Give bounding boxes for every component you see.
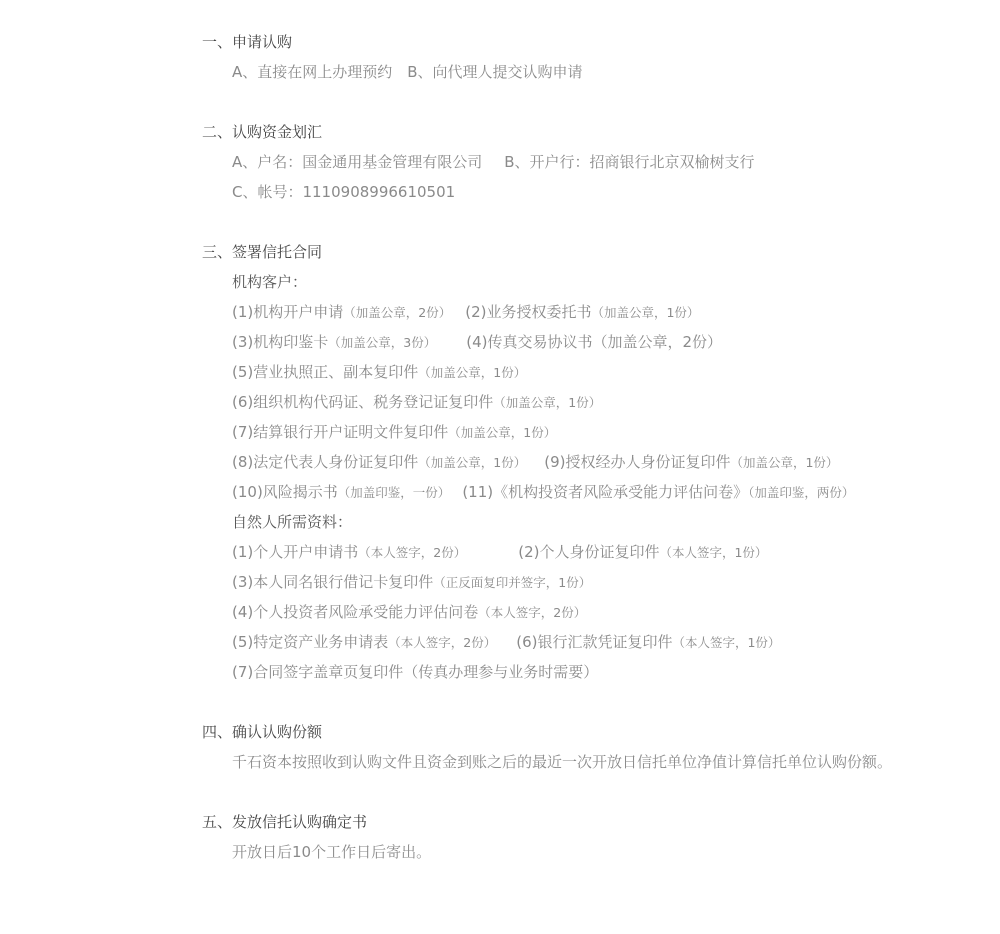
- section-apply: [202, 27, 992, 87]
- section-title: 三、签署信托合同: [202, 243, 323, 261]
- section-title: 二、认购资金划汇: [202, 123, 323, 141]
- doc-name: (10)风险揭示书: [232, 483, 338, 501]
- account-name: A、户名：国金通用基金管理有限公司: [232, 153, 483, 171]
- spacer: [202, 87, 992, 117]
- doc-note: （加盖公章，3份）: [328, 335, 437, 350]
- doc-note: （本人签字，2份）: [388, 635, 497, 650]
- section-fund-transfer: [202, 117, 992, 207]
- spacer: [202, 777, 992, 807]
- doc-note: （正反面复印并签字，1份）: [433, 575, 592, 590]
- list-item: [202, 477, 992, 507]
- doc-note: （加盖印鉴，两份）: [748, 485, 855, 500]
- spacer: [202, 207, 992, 237]
- list-item: [202, 357, 992, 387]
- doc-note: （加盖公章，1份）: [493, 395, 602, 410]
- section-title: 一、申请认购: [202, 33, 293, 51]
- description: 开放日后10个工作日后寄出。: [232, 843, 432, 861]
- list-item: [202, 747, 992, 777]
- doc-note: （本人签字，1份）: [672, 635, 781, 650]
- doc-note: （加盖公章，1份）: [418, 455, 527, 470]
- list-item: [202, 567, 992, 597]
- list-item: [202, 327, 992, 357]
- doc-name: (4)传真交易协议书（加盖公章，2份）: [466, 333, 723, 351]
- list-item: [202, 147, 992, 177]
- list-item: [202, 177, 992, 207]
- doc-name: (11)《机构投资者风险承受能力评估问卷》: [462, 483, 749, 501]
- doc-name: (8)法定代表人身份证复印件: [232, 453, 419, 471]
- doc-note: （加盖公章，1份）: [591, 305, 700, 320]
- list-item: [202, 657, 992, 687]
- doc-name: (6)组织机构代码证、税务登记证复印件: [232, 393, 494, 411]
- list-item: [202, 837, 992, 867]
- doc-note: （本人签字，2份）: [358, 545, 467, 560]
- doc-name: (2)业务授权委托书: [465, 303, 592, 321]
- list-item: [202, 387, 992, 417]
- doc-note: （加盖公章，2份）: [343, 305, 452, 320]
- doc-name: (3)机构印鉴卡: [232, 333, 329, 351]
- section-sign-contract: [202, 237, 992, 687]
- doc-name: (1)机构开户申请: [232, 303, 344, 321]
- doc-name: (5)特定资产业务申请表: [232, 633, 389, 651]
- list-item: [202, 417, 992, 447]
- list-item: [202, 597, 992, 627]
- description: 千石资本按照收到认购文件且资金到账之后的最近一次开放日信托单位净值计算信托单位认购份额。: [232, 753, 893, 771]
- list-item: [202, 537, 992, 567]
- section-title: 五、发放信托认购确定书: [202, 813, 368, 831]
- doc-name: (7)合同签字盖章页复印件（传真办理参与业务时需要）: [232, 663, 599, 681]
- doc-name: (4)个人投资者风险承受能力评估问卷: [232, 603, 479, 621]
- doc-name: (9)授权经办人身份证复印件: [544, 453, 731, 471]
- doc-name: (3)本人同名银行借记卡复印件: [232, 573, 434, 591]
- individual-heading: 自然人所需资料：: [232, 513, 353, 531]
- doc-name: (7)结算银行开户证明文件复印件: [232, 423, 449, 441]
- list-item: [202, 57, 992, 87]
- list-item: [202, 447, 992, 477]
- spacer: [202, 687, 992, 717]
- doc-note: （加盖公章，1份）: [418, 365, 527, 380]
- doc-note: （加盖印鉴，一份）: [337, 485, 451, 500]
- doc-name: (5)营业执照正、副本复印件: [232, 363, 419, 381]
- section-confirm-shares: [202, 717, 992, 777]
- doc-note: （本人签字，2份）: [478, 605, 587, 620]
- section-issue-confirmation: [202, 807, 992, 867]
- account-number: C、帐号：1110908996610501: [232, 183, 456, 201]
- option-b: B、向代理人提交认购申请: [407, 63, 583, 81]
- institution-heading: 机构客户：: [232, 273, 308, 291]
- doc-note: （加盖公章，1份）: [730, 455, 839, 470]
- doc-note: （本人签字，1份）: [659, 545, 768, 560]
- section-title: 四、确认认购份额: [202, 723, 323, 741]
- list-item: [202, 297, 992, 327]
- subscription-process: [202, 27, 992, 867]
- doc-note: （加盖公章，1份）: [448, 425, 557, 440]
- option-a: A、直接在网上办理预约: [232, 63, 393, 81]
- doc-name: (1)个人开户申请书: [232, 543, 359, 561]
- doc-name: (2)个人身份证复印件: [518, 543, 660, 561]
- list-item: [202, 627, 992, 657]
- doc-name: (6)银行汇款凭证复印件: [516, 633, 673, 651]
- bank-branch: B、开户行：招商银行北京双榆树支行: [504, 153, 755, 171]
